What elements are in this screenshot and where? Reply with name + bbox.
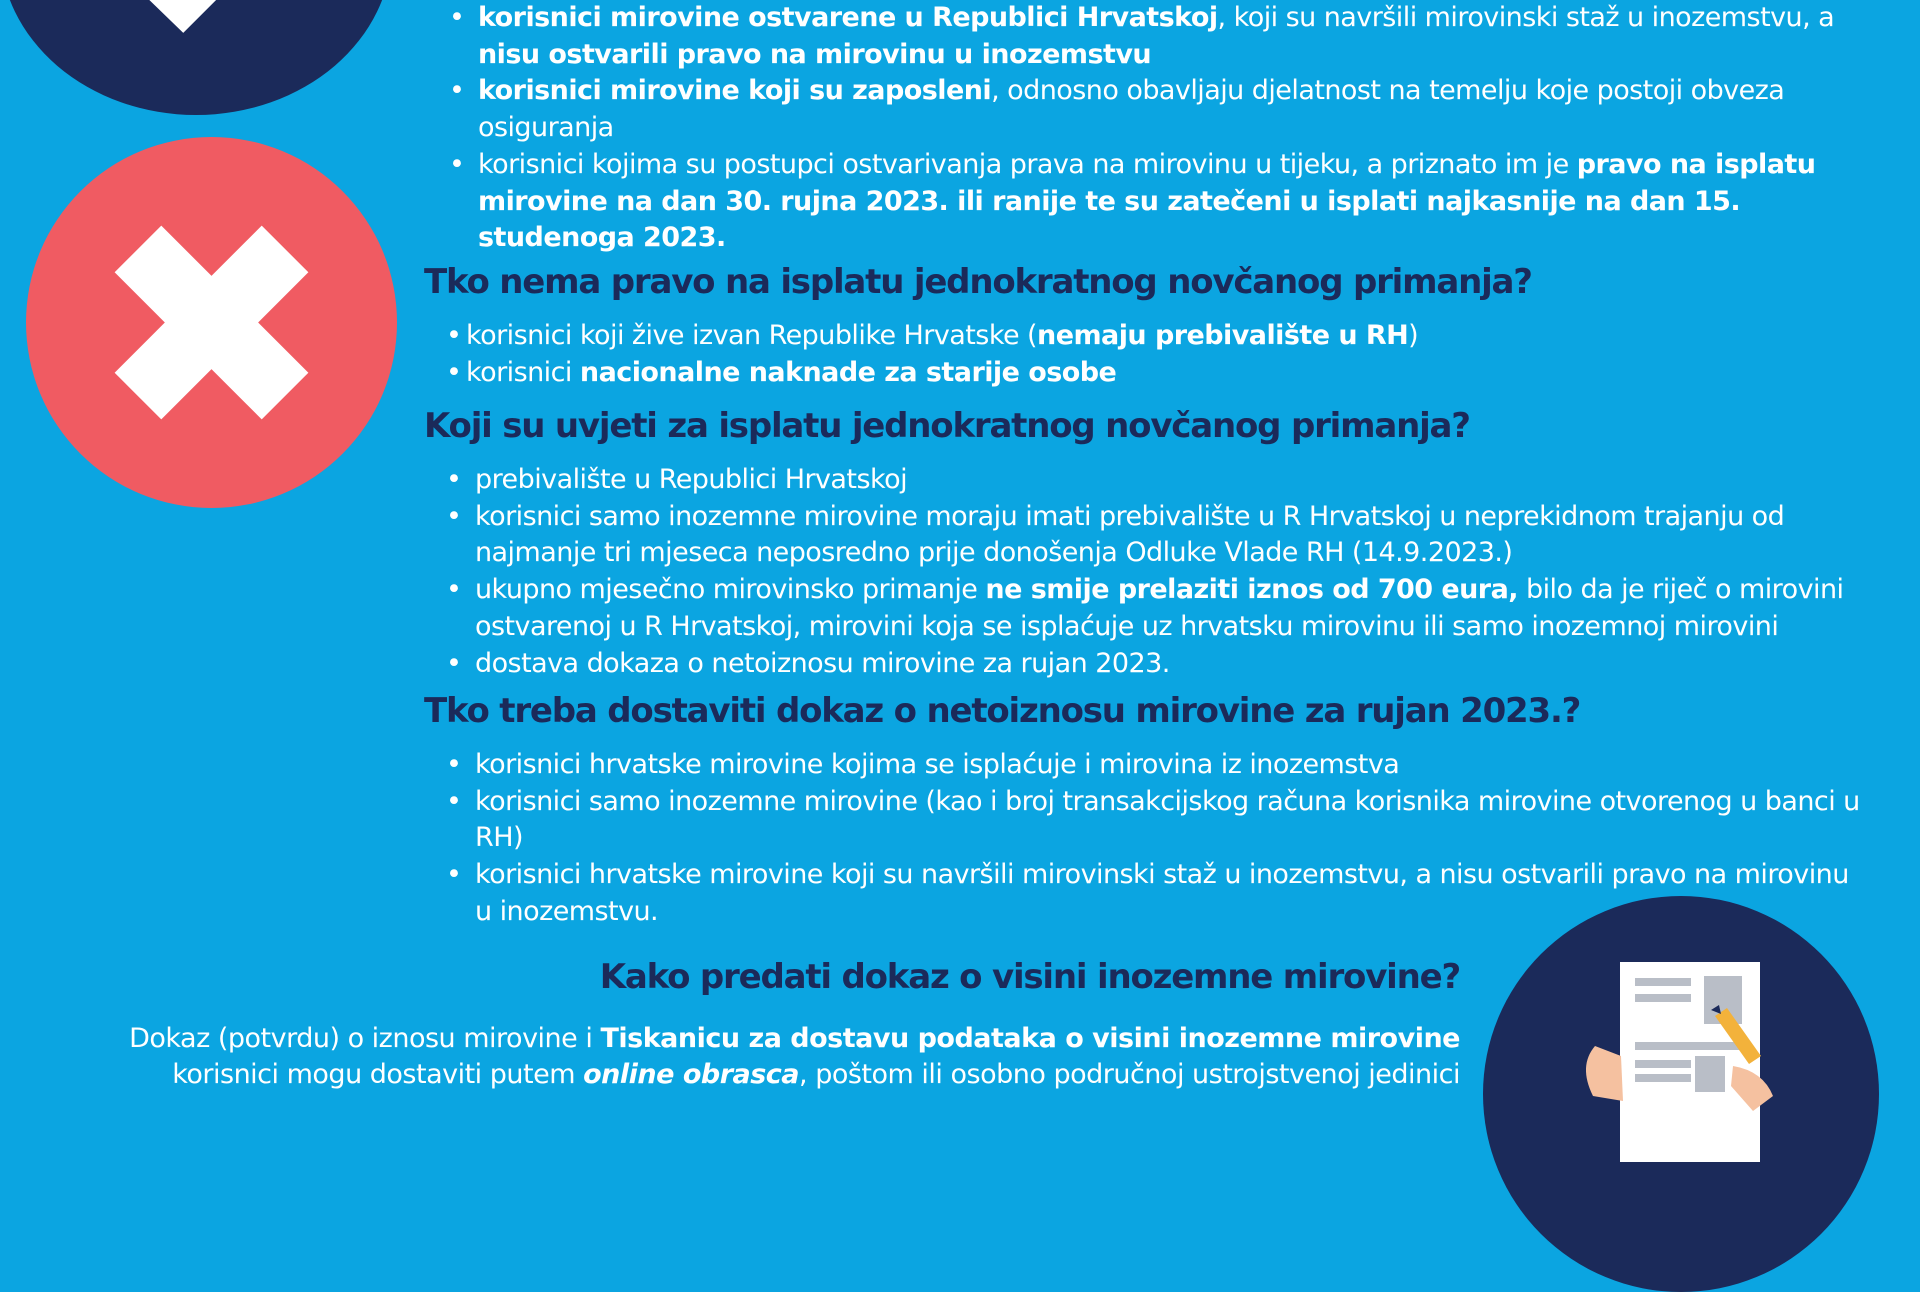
section-heading: Tko nema pravo na isplatu jednokratnog novčanog primanja? — [424, 262, 1532, 302]
not-eligible-list — [446, 318, 1864, 391]
list-item: • ukupno mjesečno mirovinsko primanje ne smije prelaziti iznos od 700 eura, bilo da je riječ o mirovini ostvarenoj u R Hrvatskoj, mirovini koja se isplaćuje uz hrvatsku mirovinu ili samo inozemnoj mirovini — [446, 572, 1884, 645]
list-item: • korisnici samo inozemne mirovine (kao i broj transakcijskog računa korisnika mirovine otvorenog u banci u RH) — [446, 784, 1864, 857]
list-item: • korisnici hrvatske mirovine koji su navršili mirovinski staž u inozemstvu, a nisu ostvarili pravo na mirovinu u inozemstvu. — [446, 857, 1864, 930]
list-item: • korisnici hrvatske mirovine kojima se isplaćuje i mirovina iz inozemstva — [446, 747, 1864, 784]
proof-list — [446, 747, 1864, 931]
submit-section — [60, 955, 1460, 1093]
not-eligible-section — [424, 260, 1864, 391]
list-item: • korisnici koji žive izvan Republike Hrvatske (nemaju prebivalište u RH) — [446, 318, 1864, 355]
eligible-list — [449, 0, 1869, 257]
list-item: • korisnici nacionalne naknade za starije osobe — [446, 355, 1864, 392]
section-heading: Kako predati dokaz o visini inozemne mirovine? — [599, 957, 1460, 997]
submit-paragraph-line-1: Dokaz (potvrdu) o iznosu mirovine i Tiskanicu za dostavu podataka o visini inozemne mirovine — [129, 1023, 1460, 1054]
section-heading: Koji su uvjeti za isplatu jednokratnog novčanog primanja? — [424, 406, 1470, 446]
submit-paragraph-line-2: korisnici mogu dostaviti putem online obrasca, poštom ili osobno područnoj ustrojstvenoj jedinici — [172, 1059, 1460, 1090]
eligible-section — [449, 0, 1869, 257]
conditions-section — [424, 404, 1884, 682]
list-item: • dostava dokaza o netoiznosu mirovine za rujan 2023. — [446, 646, 1884, 683]
list-item: • korisnici samo inozemne mirovine moraju imati prebivalište u R Hrvatskoj u neprekidnom trajanju od najmanje tri mjeseca neposredno prije donošenja Odluke Vlade RH (14.9.2023.) — [446, 499, 1884, 572]
list-item: • prebivalište u Republici Hrvatskoj — [446, 462, 1884, 499]
section-heading: Tko treba dostaviti dokaz o netoiznosu mirovine za rujan 2023.? — [424, 691, 1581, 731]
list-item: • korisnici mirovine ostvarene u Republici Hrvatskoj, koji su navršili mirovinski staž u inozemstvu, a nisu ostvarili pravo na mirovinu u inozemstvu — [449, 0, 1869, 73]
conditions-list — [446, 462, 1884, 682]
list-item: • korisnici mirovine koji su zaposleni, odnosno obavljaju djelatnost na temelju koje postoji obveza osiguranja — [449, 73, 1869, 146]
list-item: • korisnici kojima su postupci ostvarivanja prava na mirovinu u tijeku, a priznato im je pravo na isplatu mirovine na dan 30. rujna 2023. ili ranije te su zatečeni u isplati najkasnije na dan 15. studenoga 2023. — [449, 147, 1869, 257]
proof-section — [424, 689, 1864, 931]
